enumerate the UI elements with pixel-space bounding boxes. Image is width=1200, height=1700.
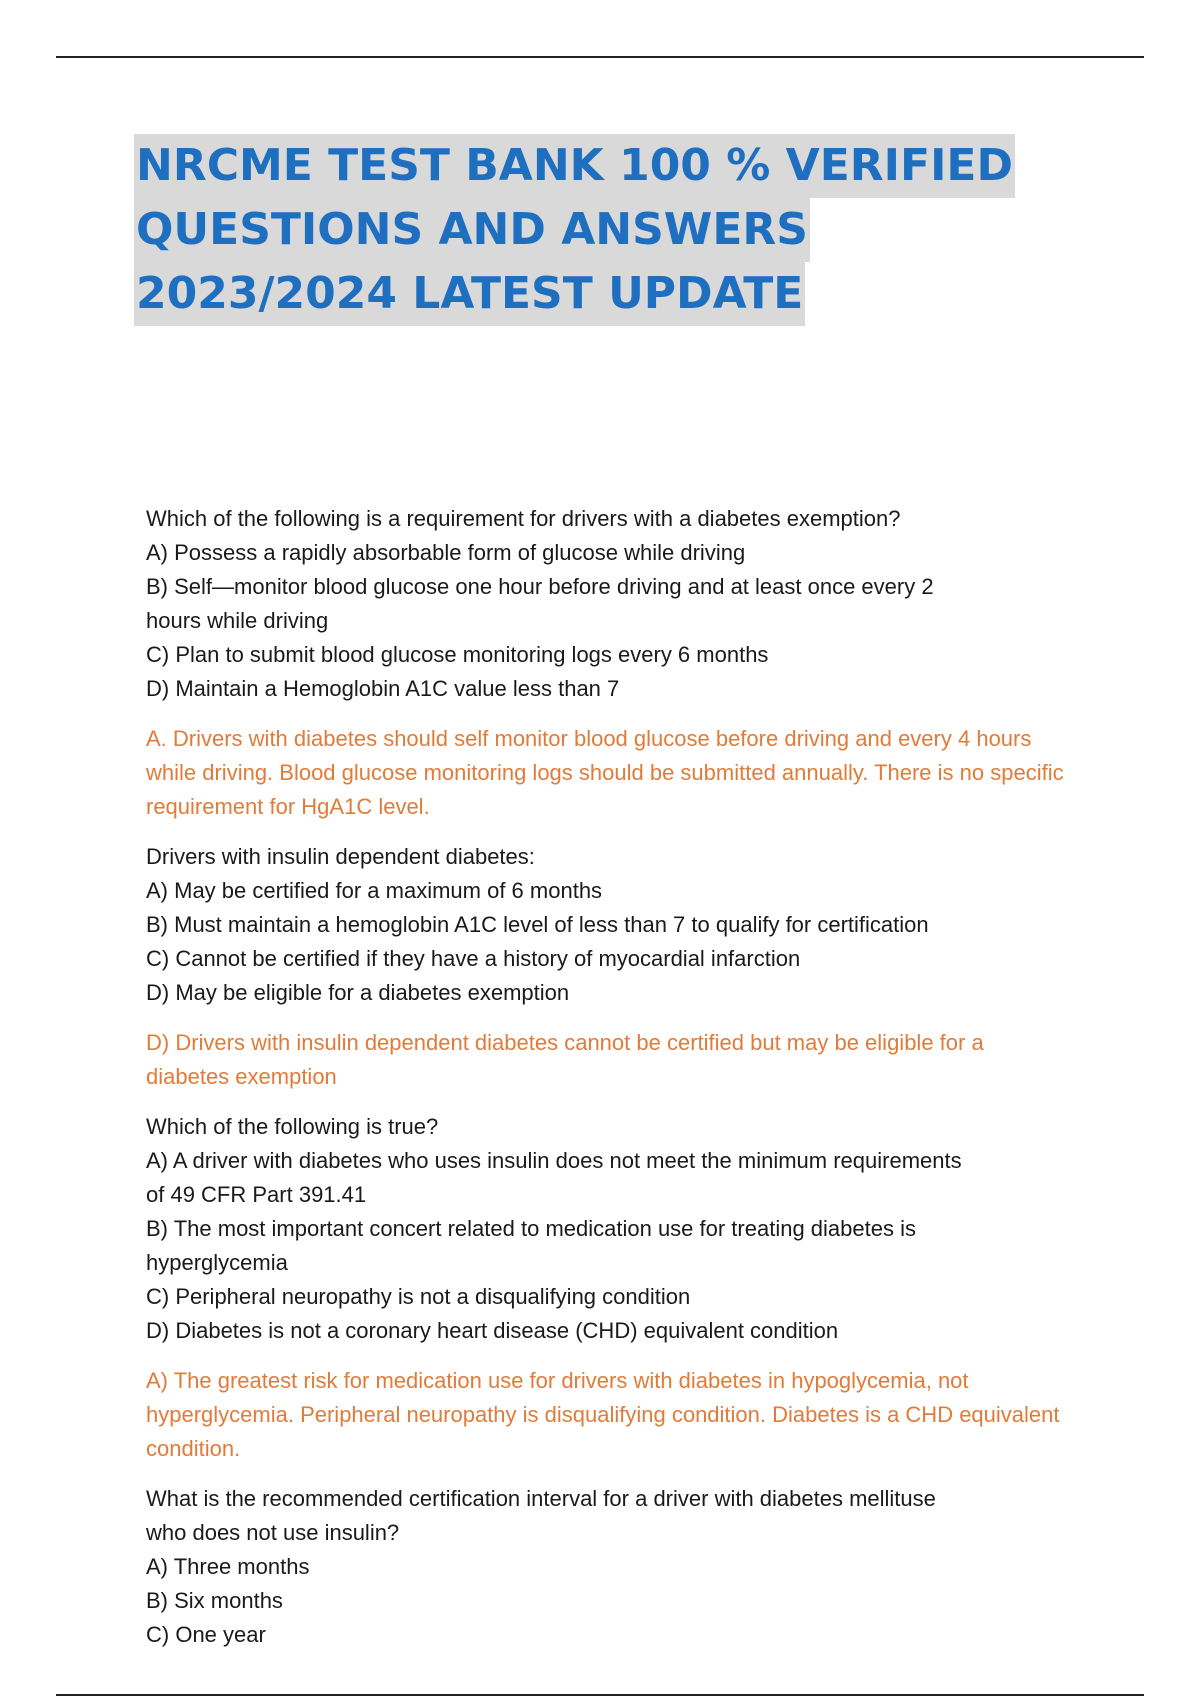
title-line-2: QUESTIONS AND ANSWERS	[134, 198, 810, 262]
question-block-1	[146, 502, 1066, 824]
answer-option-continued: hyperglycemia	[146, 1250, 288, 1275]
answer-option: D) Maintain a Hemoglobin A1C value less than 7	[146, 676, 620, 701]
question-list	[146, 502, 1066, 1652]
answer-option: A) Three months	[146, 1554, 310, 1579]
answer-option: D) Diabetes is not a coronary heart disease (CHD) equivalent condition	[146, 1318, 839, 1343]
answer-option: B) The most important concert related to medication use for treating diabetes is	[146, 1216, 916, 1241]
document-title	[134, 134, 1094, 326]
question-block-3	[146, 1110, 1066, 1466]
answer-option: D) May be eligible for a diabetes exemption	[146, 980, 570, 1005]
answer-option: C) Peripheral neuropathy is not a disqualifying condition	[146, 1284, 691, 1309]
footer-rule	[56, 1694, 1144, 1696]
answer-option: A) Possess a rapidly absorbable form of glucose while driving	[146, 540, 746, 565]
answer-option: B) Self—monitor blood glucose one hour before driving and at least once every 2	[146, 574, 934, 599]
question-stem: Which of the following is a requirement for drivers with a diabetes exemption?	[146, 506, 901, 531]
answer-option: B) Must maintain a hemoglobin A1C level of less than 7 to qualify for certification	[146, 912, 929, 937]
answer-option: C) One year	[146, 1622, 266, 1647]
answer-option: C) Cannot be certified if they have a history of myocardial infarction	[146, 946, 801, 971]
question-stem: What is the recommended certification interval for a driver with diabetes mellituse	[146, 1486, 936, 1511]
question-stem-continued: who does not use insulin?	[146, 1520, 400, 1545]
answer-explanation: A. Drivers with diabetes should self monitor blood glucose before driving and every 4 hours while driving. Blood glucose monitoring logs should be submitted annually. There is no specific requirement for HgA1C level.	[146, 726, 1064, 819]
answer-option: A) May be certified for a maximum of 6 months	[146, 878, 603, 903]
question-stem: Drivers with insulin dependent diabetes:	[146, 844, 535, 869]
question-stem: Which of the following is true?	[146, 1114, 439, 1139]
answer-option: A) A driver with diabetes who uses insulin does not meet the minimum requirements	[146, 1148, 962, 1173]
title-line-1: NRCME TEST BANK 100 % VERIFIED	[134, 134, 1015, 198]
header-rule	[56, 56, 1144, 58]
answer-option-continued: of 49 CFR Part 391.41	[146, 1182, 367, 1207]
answer-option: C) Plan to submit blood glucose monitoring logs every 6 months	[146, 642, 769, 667]
answer-explanation: A) The greatest risk for medication use for drivers with diabetes in hypoglycemia, not hyperglycemia. Peripheral neuropathy is disqualifying condition. Diabetes is a CHD equivalent condition.	[146, 1368, 1060, 1461]
answer-option-continued: hours while driving	[146, 608, 329, 633]
answer-option: B) Six months	[146, 1588, 283, 1613]
question-block-4	[146, 1482, 1066, 1652]
answer-explanation: D) Drivers with insulin dependent diabetes cannot be certified but may be eligible for a diabetes exemption	[146, 1030, 984, 1089]
title-line-3: 2023/2024 LATEST UPDATE	[134, 262, 805, 326]
question-block-2	[146, 840, 1066, 1094]
